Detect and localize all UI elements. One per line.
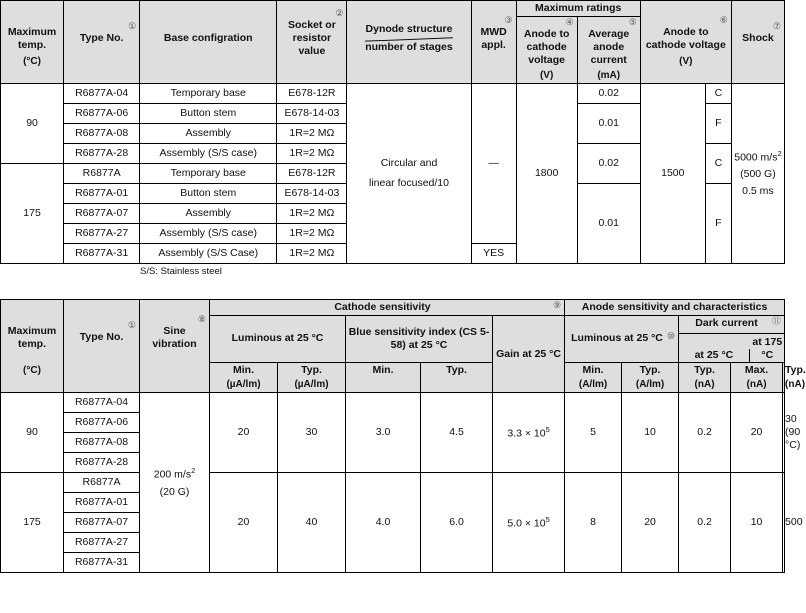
th2-dark-at-25: at 25 °C — [679, 349, 751, 362]
type-no-link[interactable]: R6877A-04 — [64, 393, 140, 413]
th-maximum-temp-label: Maximum temp. — [7, 25, 57, 51]
th2-cathode-lum-min — [210, 362, 278, 393]
cell2-blue-typ: 6.0 — [421, 473, 493, 573]
type-no-link[interactable]: R6877A — [64, 164, 140, 184]
table-spacer — [0, 277, 785, 299]
sine-vibration-line2: (20 G) — [159, 486, 190, 499]
gain-exponent: 5 — [545, 514, 550, 524]
th2-cathode-lum-typ — [278, 362, 346, 393]
marker-6-icon: ⑥ — [719, 14, 728, 25]
cell-socket: 1R=2 MΩ — [277, 224, 347, 244]
th-rating-anode-cathode-voltage-label: Anode to cathode voltage — [523, 28, 570, 67]
th2-dark-25-typ — [679, 362, 731, 393]
cell-mwd-blank: — — [471, 84, 516, 244]
th2-cathode-sensitivity-label: Cathode sensitivity — [334, 301, 431, 313]
type-no-link[interactable]: R6877A-27 — [64, 533, 140, 553]
type-no-link[interactable]: R6877A-01 — [64, 493, 140, 513]
cell2-anode-lum-min: 5 — [565, 393, 622, 473]
marker-7-icon: ⑦ — [772, 21, 781, 32]
th-mwd-appl — [471, 1, 516, 84]
cell2-dark-25-typ: 0.2 — [679, 393, 731, 473]
th2-luminous-anode — [565, 316, 679, 362]
th-maximum-temp — [1, 1, 64, 84]
marker-1-icon: ① — [128, 21, 137, 32]
cell2-anode-lum-typ: 10 — [622, 393, 679, 473]
label-typ: Typ. — [694, 363, 715, 376]
cell-base-config: Temporary base — [140, 84, 277, 104]
cell-socket: 1R=2 MΩ — [277, 124, 347, 144]
th2-sine-vibration-label: Sine vibration — [152, 324, 197, 350]
dynode-fraction — [363, 23, 455, 54]
type-no-link[interactable]: R6877A-01 — [64, 184, 140, 204]
marker-1-icon: ① — [127, 320, 136, 331]
cell-socket: 1R=2 MΩ — [277, 244, 347, 264]
th-average-anode-current-unit: (mA) — [597, 69, 621, 81]
marker-3-icon: ③ — [504, 14, 513, 25]
th2-dark-at-175: at 175 °C — [752, 336, 783, 362]
cell-base-config: Assembly — [140, 204, 277, 224]
cell-base-config: Assembly (S/S Case) — [140, 244, 277, 264]
label-typ: Typ. — [785, 363, 806, 376]
th2-maximum-temp-unit: (°C) — [23, 364, 41, 376]
dynode-structure-line1: Circular and — [380, 157, 438, 170]
cell2-dark-175-typ: 30 (90 °C) — [783, 393, 785, 473]
th2-blue-typ — [421, 362, 493, 393]
unit-na: (nA) — [694, 378, 715, 390]
table1-footnote: S/S: Stainless steel — [140, 266, 222, 277]
th-socket-resistor-label: Socket or resistor value — [287, 19, 336, 58]
th-rating-anode-cathode-voltage-unit: (V) — [539, 69, 554, 81]
cell-base-config: Assembly — [140, 124, 277, 144]
th-dynode-numerator: Dynode structure — [365, 23, 453, 36]
cell2-cathode-lum-min: 20 — [210, 393, 278, 473]
label-typ: Typ. — [639, 363, 661, 376]
cell-socket: 1R=2 MΩ — [277, 144, 347, 164]
cell-max-temp-175: 175 — [1, 164, 64, 264]
shock-line3: 0.5 ms — [742, 185, 774, 198]
th-dynode-denominator: number of stages — [365, 41, 453, 54]
marker-blank — [3, 16, 61, 26]
th-rating-anode-cathode-voltage — [516, 17, 577, 84]
cell2-gain-typ — [493, 393, 565, 473]
cell2-blue-typ: 4.5 — [421, 393, 493, 473]
th-type-no-label: Type No. — [79, 32, 124, 45]
th2-dark-current-label: Dark current — [695, 317, 758, 330]
th-base-configuration-label: Base configration — [163, 32, 253, 45]
th2-sine-vibration — [140, 300, 210, 393]
table-row — [1, 473, 785, 493]
unit-ua-lm: (µA/lm) — [226, 378, 261, 390]
type-no-link[interactable]: R6877A-08 — [64, 433, 140, 453]
cell-average-anode-current: 0.02 — [577, 144, 640, 184]
gain-mantissa: 5.0 × 10 — [507, 517, 546, 530]
cell-shock-value — [731, 84, 784, 264]
sine-vibration-line1-exp: 2 — [191, 465, 196, 475]
unit-na: (nA) — [746, 378, 767, 390]
th2-dark-175-typ: Typ. (nA) — [783, 362, 785, 393]
label-typ: Typ. — [446, 363, 467, 376]
th-anode-cathode-voltage — [640, 1, 731, 84]
th-dynode-structure — [347, 1, 471, 84]
label-max: Max. — [744, 363, 769, 376]
shock-line1: 5000 m/s — [734, 151, 778, 164]
cell-socket: E678-14-03 — [277, 104, 347, 124]
cell-average-anode-current: 0.02 — [577, 84, 640, 104]
th2-gain-label: Gain at 25 °C — [496, 347, 561, 360]
cell-dynode-structure — [347, 84, 471, 264]
table-row — [1, 393, 785, 413]
marker-10-icon: ⑩ — [666, 331, 676, 342]
cell2-cathode-lum-typ: 40 — [278, 473, 346, 573]
th2-anode-sensitivity: Anode sensitivity and characteristics — [565, 300, 785, 316]
type-no-link[interactable]: R6877A — [64, 473, 140, 493]
cell-base-config: Assembly (S/S case) — [140, 224, 277, 244]
th2-luminous-anode-label: Luminous at 25 °C — [571, 332, 663, 345]
cell-average-anode-current: 0.01 — [577, 104, 640, 144]
cell2-blue-min: 4.0 — [346, 473, 421, 573]
type-no-link[interactable]: R6877A-04 — [64, 84, 140, 104]
unit-a-lm: (A/lm) — [578, 378, 608, 390]
cell-shock-class: F — [705, 104, 731, 144]
cell2-dark-25-typ: 0.2 — [679, 473, 731, 573]
cell-socket: E678-14-03 — [277, 184, 347, 204]
dynode-structure-line2: linear focused/10 — [369, 176, 449, 189]
th2-type-no — [64, 300, 140, 393]
marker-8-icon: ⑧ — [197, 313, 206, 324]
cell-base-config: Assembly (S/S case) — [140, 144, 277, 164]
th2-maximum-temp — [1, 300, 64, 393]
cell2-anode-lum-typ: 20 — [622, 473, 679, 573]
characteristics-table-2 — [0, 299, 806, 573]
label-min: Min. — [372, 363, 394, 376]
table2-header-row-1 — [1, 300, 785, 316]
type-no-link[interactable]: R6877A-08 — [64, 124, 140, 144]
th-maximum-temp-unit: (°C) — [23, 55, 41, 67]
cell2-blue-min: 3.0 — [346, 393, 421, 473]
th-anode-cathode-voltage-unit: (V) — [679, 55, 693, 67]
cell-shock-class: C — [705, 84, 731, 104]
cell2-cathode-lum-typ: 30 — [278, 393, 346, 473]
type-no-link[interactable]: R6877A-06 — [64, 104, 140, 124]
cell2-dark-175-typ: 500 — [783, 473, 785, 573]
gain-mantissa: 3.3 × 10 — [507, 427, 546, 440]
marker-9-icon: ⑨ — [552, 300, 562, 310]
marker-11-icon: ⑪ — [771, 316, 781, 327]
th-average-anode-current — [577, 17, 640, 84]
th2-anode-lum-typ — [622, 362, 679, 393]
cell2-sine-vibration — [140, 393, 210, 573]
type-no-link[interactable]: R6877A-27 — [64, 224, 140, 244]
cell2-dark-25-max: 10 — [731, 473, 783, 573]
marker-5-icon: ⑤ — [628, 17, 637, 28]
cell-average-anode-current: 0.01 — [577, 184, 640, 264]
type-no-link[interactable]: R6877A-28 — [64, 144, 140, 164]
type-no-link[interactable]: R6877A-28 — [64, 453, 140, 473]
th2-luminous-cathode: Luminous at 25 °C — [210, 316, 346, 362]
th-average-anode-current-label: Average anode current — [588, 28, 630, 67]
cell-anode-cathode-voltage: 1500 — [640, 84, 705, 264]
cell-shock-class: F — [705, 184, 731, 264]
cell-mwd-yes: YES — [471, 244, 516, 264]
marker-2-icon: ② — [335, 8, 344, 19]
th2-gain — [493, 316, 565, 393]
type-no-link[interactable]: R6877A-31 — [64, 553, 140, 573]
cell-base-config: Button stem — [140, 184, 277, 204]
th2-maximum-temp-label: Maximum temp. — [7, 324, 57, 350]
marker-4-icon: ④ — [565, 17, 574, 28]
th-base-configuration — [140, 1, 277, 84]
characteristics-table-1 — [0, 0, 785, 264]
cell2-dark-25-max: 20 — [731, 393, 783, 473]
th-mwd-appl-label: MWD appl. — [480, 25, 507, 51]
shock-line1-exp: 2 — [777, 148, 782, 158]
cell-base-config: Temporary base — [140, 164, 277, 184]
th-type-no — [64, 1, 140, 84]
th2-blue-sensitivity-index: Blue sensitivity index (CS 5-58) at 25 °C — [346, 316, 493, 362]
th2-cathode-sensitivity — [210, 300, 565, 316]
th-shock — [731, 1, 784, 84]
th-socket-resistor — [277, 1, 347, 84]
cell2-max-temp-90: 90 — [1, 393, 64, 473]
type-no-link[interactable]: R6877A-07 — [64, 513, 140, 533]
type-no-link[interactable]: R6877A-31 — [64, 244, 140, 264]
cell-anode-cathode-rating: 1800 — [516, 84, 577, 264]
type-no-link[interactable]: R6877A-06 — [64, 413, 140, 433]
th2-blue-min — [346, 362, 421, 393]
cell-max-temp-90: 90 — [1, 84, 64, 164]
label-typ: Typ. — [301, 363, 322, 376]
th2-dark-current — [679, 316, 785, 362]
cell-socket: E678-12R — [277, 164, 347, 184]
th-shock-label: Shock — [742, 32, 774, 45]
cell-socket: 1R=2 MΩ — [277, 204, 347, 224]
label-min: Min. — [233, 363, 254, 376]
shock-line2: (500 G) — [740, 168, 776, 181]
cell2-max-temp-175: 175 — [1, 473, 64, 573]
unit-ua-lm: (µA/lm) — [294, 378, 329, 390]
sine-vibration-line1: 200 m/s — [153, 468, 192, 481]
table1-header-row-1 — [1, 1, 785, 17]
cell-base-config: Button stem — [140, 104, 277, 124]
cell-shock-class: C — [705, 144, 731, 184]
th2-type-no-label: Type No. — [79, 331, 124, 344]
cell2-gain-typ — [493, 473, 565, 573]
th-maximum-ratings: Maximum ratings — [516, 1, 640, 17]
cell2-cathode-lum-min: 20 — [210, 473, 278, 573]
label-min: Min. — [582, 363, 604, 376]
unit-a-lm: (A/lm) — [635, 378, 665, 390]
type-no-link[interactable]: R6877A-07 — [64, 204, 140, 224]
table-row — [1, 84, 785, 104]
th-anode-cathode-voltage-label: Anode to cathode voltage — [645, 25, 726, 51]
gain-exponent: 5 — [545, 424, 550, 434]
cell-socket: E678-12R — [277, 84, 347, 104]
th2-anode-lum-min — [565, 362, 622, 393]
cell2-anode-lum-min: 8 — [565, 473, 622, 573]
th2-dark-25-max — [731, 362, 783, 393]
